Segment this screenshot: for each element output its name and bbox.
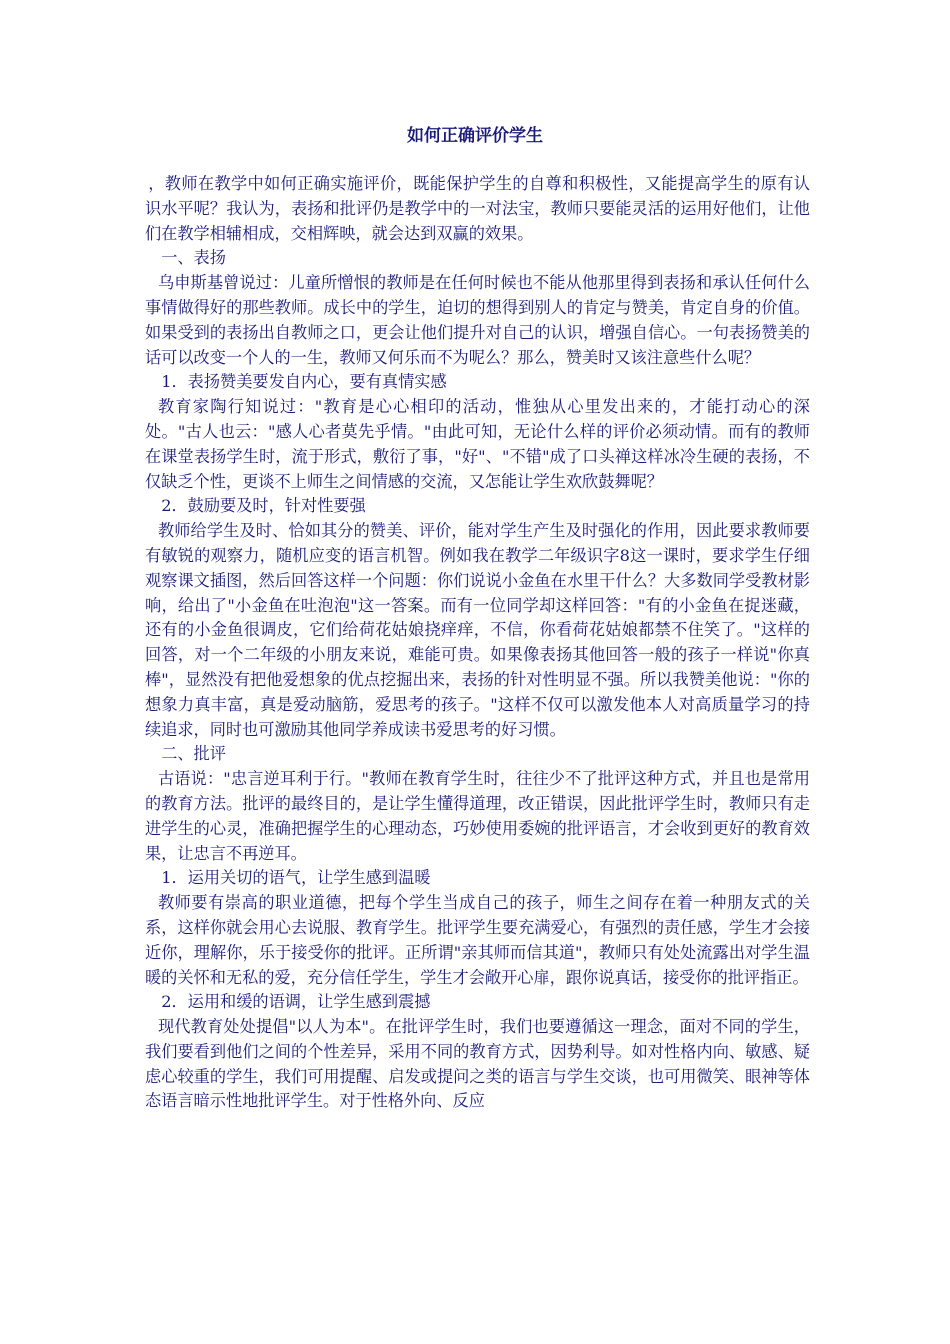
subheading: 1．运用关切的语气，让学生感到温暖: [161, 868, 431, 888]
section-heading-criticism: 二、批评: [161, 744, 226, 764]
document-body: [145, 172, 810, 1114]
body-paragraph: 古语说："忠言逆耳利于行。"教师在教育学生时，往往少不了批评这种方式，并且也是常用的教育方法。批评的最终目的，是让学生懂得道理，改正错误，因此批评学生时，教师只有走进学生的心灵，准确把握学生的心理动态，巧妙使用委婉的批评语言，才会收到更好的教育效果，让忠言不再逆耳。: [145, 769, 810, 863]
intro-paragraph: ，教师在教学中如何正确实施评价，既能保护学生的自尊和积极性，又能提高学生的原有认识水平呢？我认为，表扬和批评仍是教学中的一对法宝，教师只要能灵活的运用好他们，让他们在教学相辅相成，交相辉映，就会达到双赢的效果。: [145, 174, 810, 243]
subheading: 1．表扬赞美要发自内心，要有真情实感: [161, 372, 447, 392]
body-paragraph: 现代教育处处提倡"以人为本"。在批评学生时，我们也要遵循这一理念，面对不同的学生，我们要看到他们之间的个性差异，采用不同的教育方式，因势利导。如对性格内向、敏感、疑虑心较重的学生，我们可用提醒、启发或提问之类的语言与学生交谈，也可用微笑、眼神等体态语言暗示性地批评学生。对于性格外向、反应: [145, 1017, 810, 1111]
section-heading-praise: 一、表扬: [161, 248, 226, 268]
document-title: 如何正确评价学生: [407, 126, 543, 146]
body-paragraph: 教师给学生及时、恰如其分的赞美、评价，能对学生产生及时强化的作用，因此要求教师要有敏锐的观察力，随机应变的语言机智。例如我在教学二年级识字8这一课时，要求学生仔细观察课文插图，然后回答这样一个问题：你们说说小金鱼在水里干什么？大多数同学受教材影响，给出了"小金鱼在吐泡泡"这一答案。而有一位同学却这样回答："有的小金鱼在捉迷藏，还有的小金鱼很调皮，它们给荷花姑娘挠痒痒，不信，你看荷花姑娘都禁不住笑了。"这样的回答，对一个二年级的小朋友来说，难能可贵。如果像表扬其他回答一般的孩子一样说"你真棒"，显然没有把他爱想象的优点挖掘出来，表扬的针对性明显不强。所以我赞美他说："你的想象力真丰富，真是爱动脑筋，爱思考的孩子。"这样不仅可以激发他本人对高质量学习的持续追求，同时也可激励其他同学养成读书爱思考的好习惯。: [145, 521, 810, 739]
subheading: 2．运用和缓的语调，让学生感到震撼: [161, 992, 431, 1012]
body-paragraph: 乌申斯基曾说过：儿童所憎恨的教师是在任何时候也不能从他那里得到表扬和承认任何什么事情做得好的那些教师。成长中的学生，迫切的想得到别人的肯定与赞美，肯定自身的价值。如果受到的表扬出自教师之口，更会让他们提升对自己的认识，增强自信心。一句表扬赞美的话可以改变一个人的一生，教师又何乐而不为呢么？那么，赞美时又该注意些什么呢？: [145, 273, 810, 367]
body-paragraph: 教师要有崇高的职业道德，把每个学生当成自己的孩子，师生之间存在着一种朋友式的关系，这样你就会用心去说服、教育学生。批评学生要充满爱心，有强烈的责任感，学生才会接近你，理解你，乐于接受你的批评。正所谓"亲其师而信其道"，教师只有处处流露出对学生温暖的关怀和无私的爱，充分信任学生，学生才会敞开心扉，跟你说真话，接受你的批评指正。: [145, 893, 810, 987]
subheading: 2．鼓励要及时，针对性要强: [161, 496, 366, 516]
body-paragraph: 教育家陶行知说过："教育是心心相印的活动，惟独从心里发出来的，才能打动心的深处。"古人也云："感人心者莫先乎情。"由此可知，无论什么样的评价必须动情。而有的教师在课堂表扬学生时，流于形式，敷衍了事，"好"、"不错"成了口头禅这样冰冷生硬的表扬，不仅缺乏个性，更谈不上师生之间情感的交流，又怎能让学生欢欣鼓舞呢？: [145, 397, 810, 491]
